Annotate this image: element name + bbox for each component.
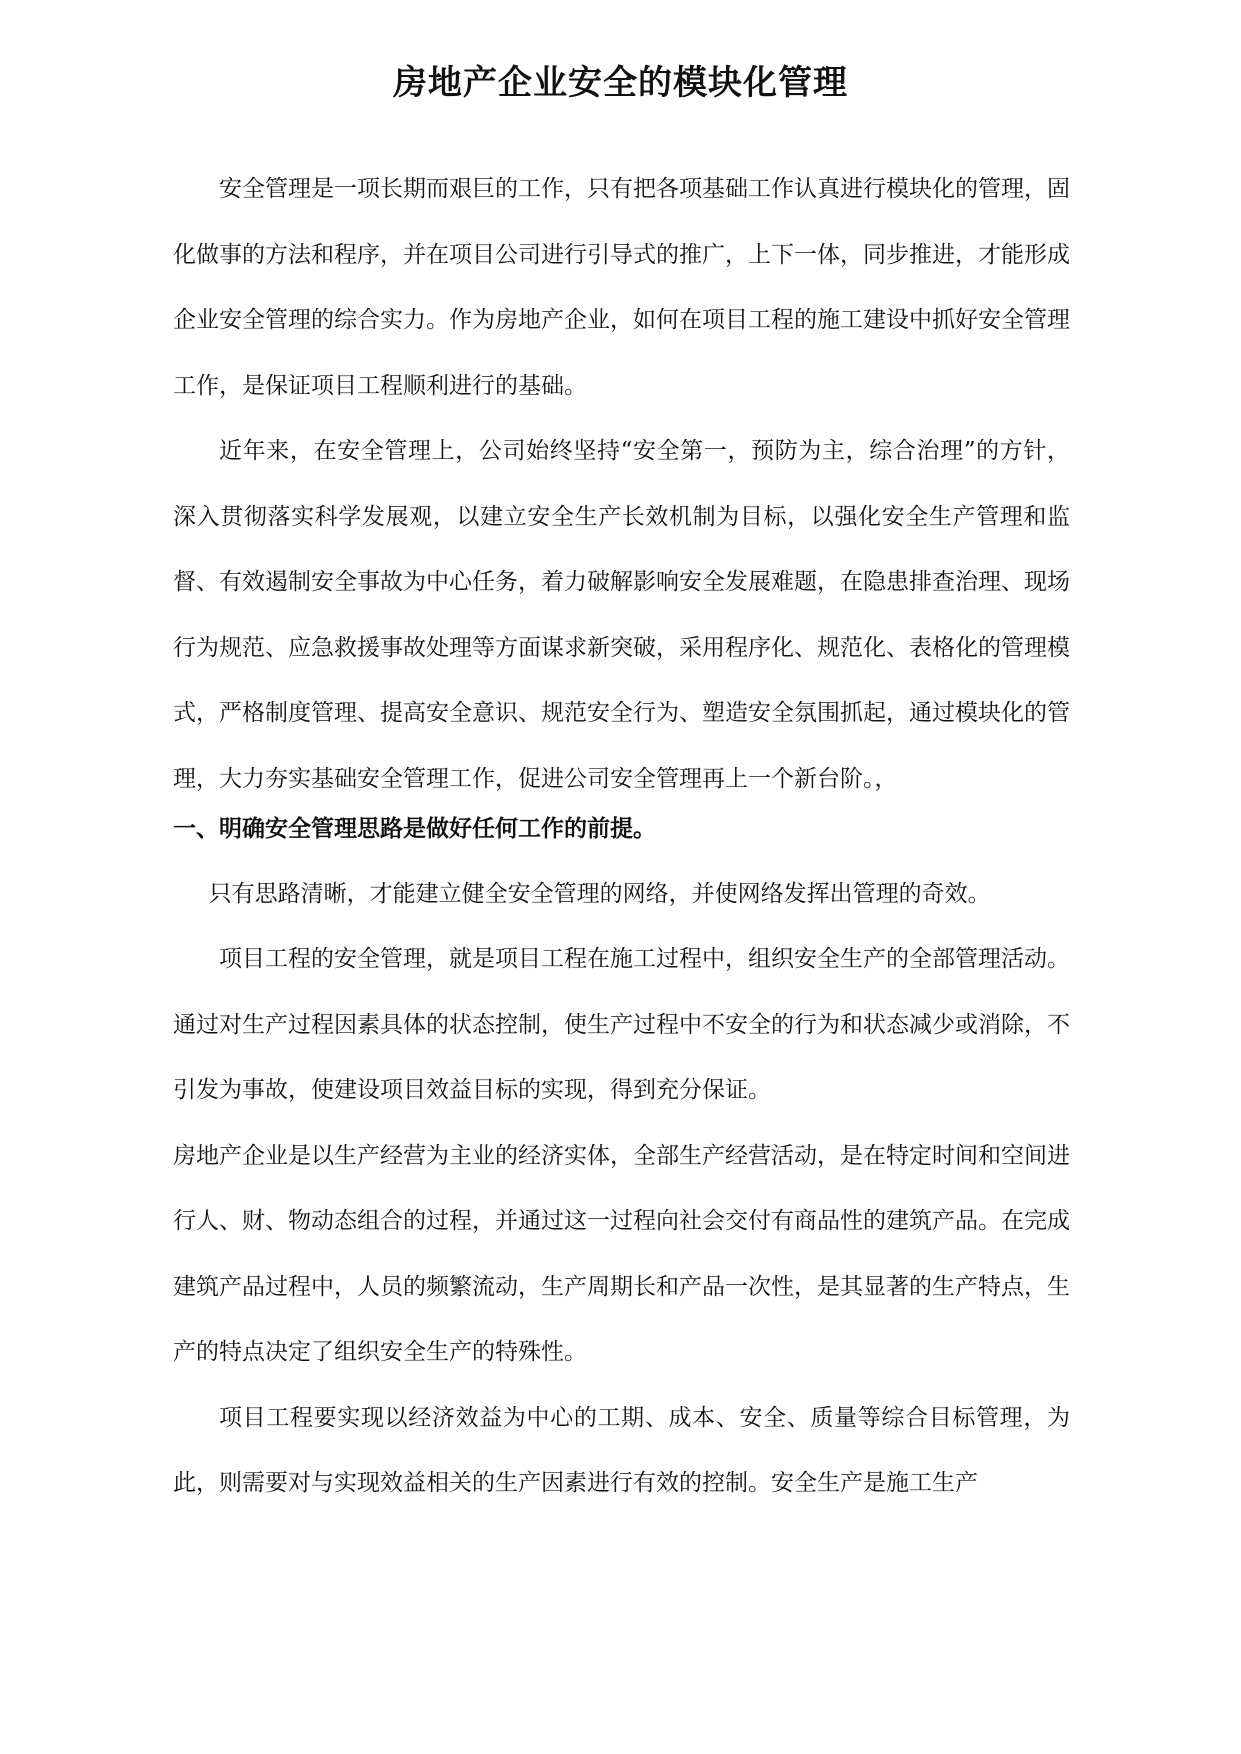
paragraph-project-safety: 项目工程的安全管理，就是项目工程在施工过程中，组织安全生产的全部管理活动。通过对生产过程因素具体的状态控制，使生产过程中不安全的行为和状态减少或消除，不引发为事故，使建设项目效益目标的实现，得到充分保证。 bbox=[173, 946, 1070, 1103]
paragraph-project-goals: 项目工程要实现以经济效益为中心的工期、成本、安全、质量等综合目标管理，为此，则需要对与实现效益相关的生产因素进行有效的控制。安全生产是施工生产 bbox=[173, 1404, 1070, 1496]
document-title: 房地产企业安全的模块化管理 bbox=[393, 63, 848, 103]
paragraph-real-estate: 房地产企业是以生产经营为主业的经济实体，全部生产经营活动，是在特定时间和空间进行人、财、物动态组合的过程，并通过这一过程向社会交付有商品性的建筑产品。在完成建筑产品过程中，人员的频繁流动，生产周期长和产品一次性，是其显著的生产特点，生产的特点决定了组织安全生产的特殊性。 bbox=[173, 1142, 1070, 1365]
paragraph-clear-thinking: 只有思路清晰，才能建立健全安全管理的网络，并使网络发挥出管理的奇效。 bbox=[208, 880, 991, 907]
section-1 bbox=[173, 796, 1070, 1517]
intro-section bbox=[173, 157, 1070, 812]
paragraph-intro: 安全管理是一项长期而艰巨的工作，只有把各项基础工作认真进行模块化的管理，固化做事的方法和程序，并在项目公司进行引导式的推广，上下一体，同步推进，才能形成企业安全管理的综合实力。作为房地产企业，如何在项目工程的施工建设中抓好安全管理工作，是保证项目工程顺利进行的基础。 bbox=[173, 176, 1070, 399]
section-heading-1: 一、明确安全管理思路是做好任何工作的前提。 bbox=[173, 815, 656, 842]
paragraph-recent-years: 近年来，在安全管理上，公司始终坚持“安全第一，预防为主，综合治理”的方针，深入贯彻落实科学发展观，以建立安全生产长效机制为目标，以强化安全生产管理和监督、有效遏制安全事故为中心任务，着力破解影响安全发展难题，在隐患排查治理、现场行为规范、应急救援事故处理等方面谋求新突破，采用程序化、规范化、表格化的管理模式，严格制度管理、提高安全意识、规范安全行为、塑造安全氛围抓起，通过模块化的管理，大力夯实基础安全管理工作，促进公司安全管理再上一个新台阶。， bbox=[173, 438, 1070, 792]
